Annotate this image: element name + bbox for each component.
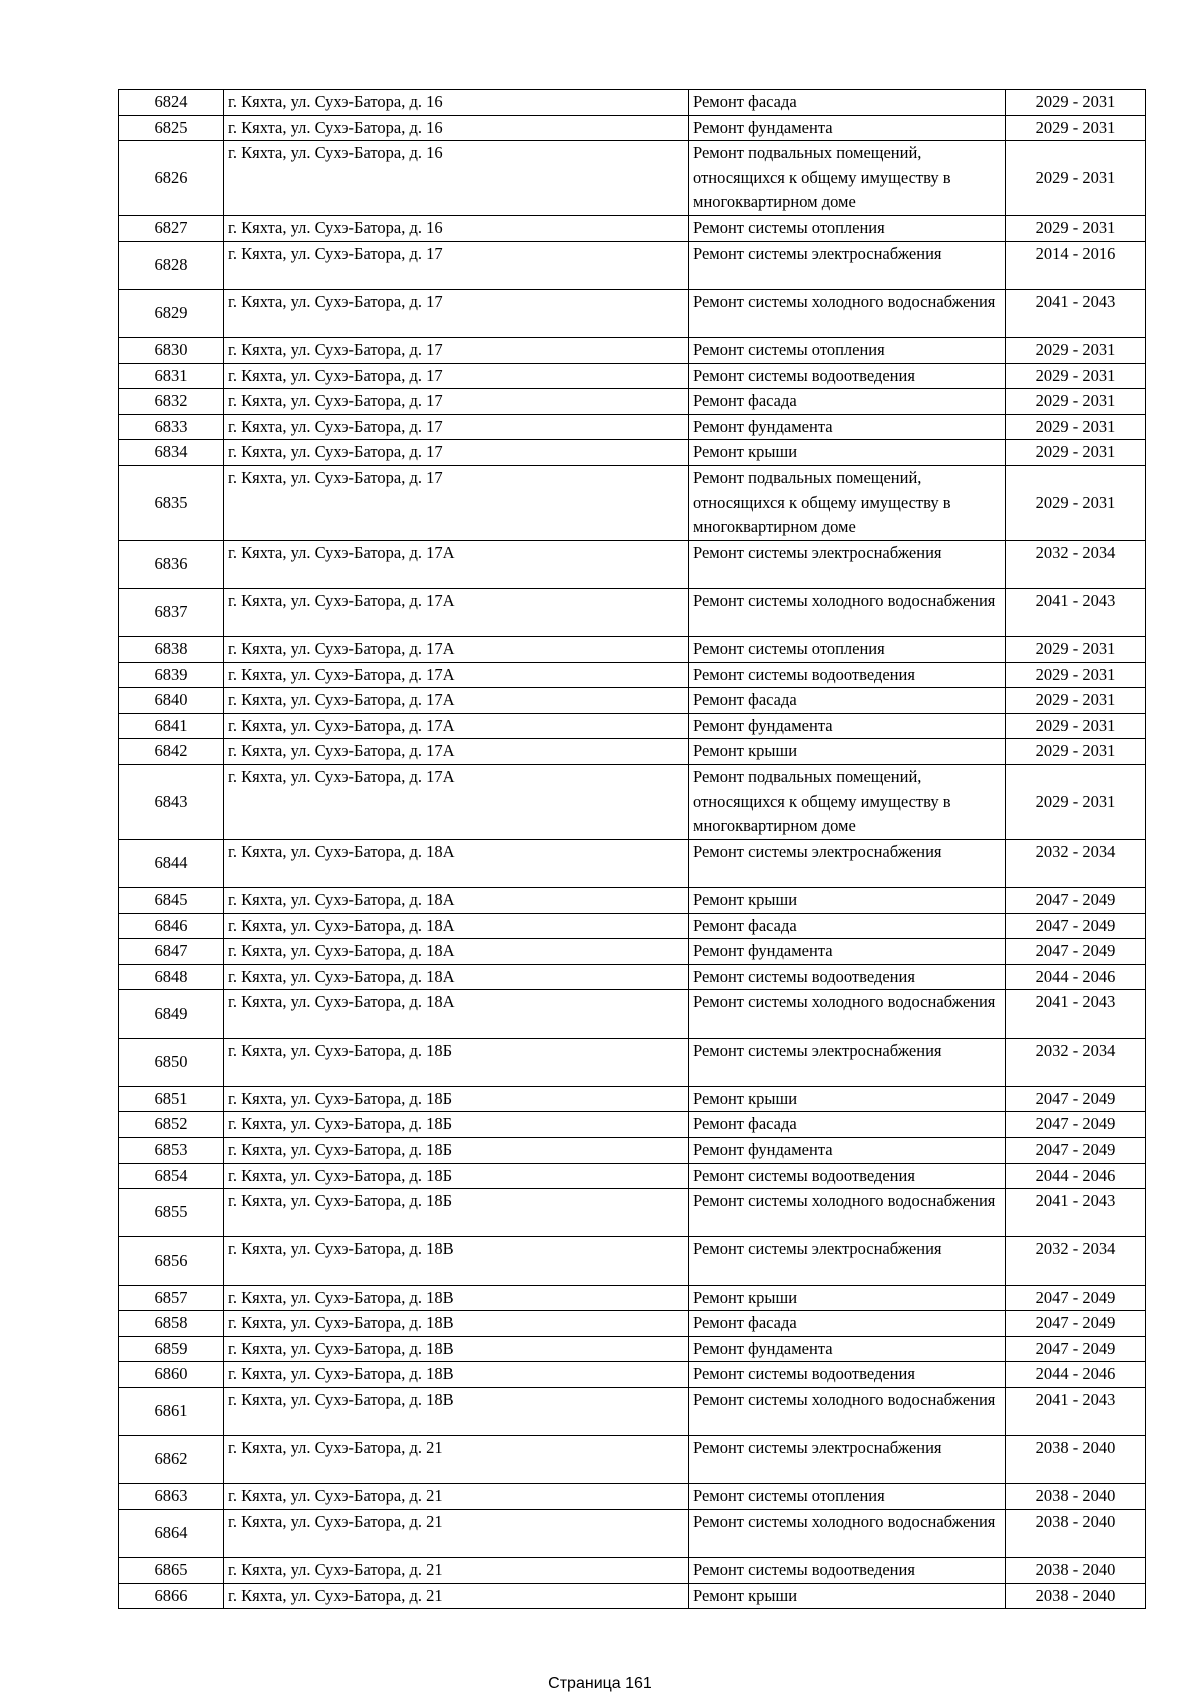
row-period: 2047 - 2049 (1006, 913, 1146, 939)
row-work-type: Ремонт фасада (689, 1112, 1006, 1138)
row-period: 2029 - 2031 (1006, 739, 1146, 765)
row-period: 2038 - 2040 (1006, 1436, 1146, 1484)
row-address: г. Кяхта, ул. Сухэ-Батора, д. 17 (224, 389, 689, 415)
row-number: 6831 (119, 363, 224, 389)
table-row (119, 939, 1146, 965)
row-number: 6851 (119, 1086, 224, 1112)
row-address: г. Кяхта, ул. Сухэ-Батора, д. 18В (224, 1311, 689, 1337)
row-work-type: Ремонт системы холодного водоснабжения (689, 289, 1006, 337)
page-number: Страница 161 (548, 1675, 652, 1692)
row-period: 2041 - 2043 (1006, 289, 1146, 337)
row-number: 6844 (119, 839, 224, 887)
row-work-type: Ремонт системы холодного водоснабжения (689, 1189, 1006, 1237)
row-period: 2047 - 2049 (1006, 1311, 1146, 1337)
row-work-type: Ремонт системы электроснабжения (689, 1436, 1006, 1484)
row-address: г. Кяхта, ул. Сухэ-Батора, д. 18А (224, 913, 689, 939)
table-row (119, 1311, 1146, 1337)
row-address: г. Кяхта, ул. Сухэ-Батора, д. 16 (224, 141, 689, 216)
row-address: г. Кяхта, ул. Сухэ-Батора, д. 16 (224, 215, 689, 241)
row-address: г. Кяхта, ул. Сухэ-Батора, д. 21 (224, 1484, 689, 1510)
row-work-type: Ремонт фундамента (689, 939, 1006, 965)
row-number: 6843 (119, 765, 224, 840)
row-period: 2029 - 2031 (1006, 465, 1146, 540)
row-work-type: Ремонт фасада (689, 389, 1006, 415)
row-work-type: Ремонт фундамента (689, 1137, 1006, 1163)
row-number: 6829 (119, 289, 224, 337)
row-work-type: Ремонт системы водоотведения (689, 964, 1006, 990)
row-period: 2038 - 2040 (1006, 1558, 1146, 1584)
table-row (119, 1163, 1146, 1189)
row-work-type: Ремонт подвальных помещений, относящихся к общему имуществу в многоквартирном доме (689, 465, 1006, 540)
row-address: г. Кяхта, ул. Сухэ-Батора, д. 17 (224, 414, 689, 440)
row-address: г. Кяхта, ул. Сухэ-Батора, д. 17А (224, 739, 689, 765)
row-period: 2029 - 2031 (1006, 215, 1146, 241)
table-row (119, 141, 1146, 216)
table-row (119, 1285, 1146, 1311)
row-address: г. Кяхта, ул. Сухэ-Батора, д. 21 (224, 1436, 689, 1484)
row-period: 2029 - 2031 (1006, 115, 1146, 141)
row-period: 2029 - 2031 (1006, 389, 1146, 415)
row-work-type: Ремонт системы отопления (689, 1484, 1006, 1510)
row-work-type: Ремонт фасада (689, 1311, 1006, 1337)
row-work-type: Ремонт системы водоотведения (689, 1163, 1006, 1189)
row-period: 2029 - 2031 (1006, 90, 1146, 116)
row-work-type: Ремонт системы холодного водоснабжения (689, 588, 1006, 636)
table-row (119, 1484, 1146, 1510)
row-work-type: Ремонт системы отопления (689, 637, 1006, 663)
row-address: г. Кяхта, ул. Сухэ-Батора, д. 17А (224, 588, 689, 636)
row-number: 6839 (119, 662, 224, 688)
table-row (119, 765, 1146, 840)
row-address: г. Кяхта, ул. Сухэ-Батора, д. 16 (224, 90, 689, 116)
row-address: г. Кяхта, ул. Сухэ-Батора, д. 18А (224, 990, 689, 1038)
row-number: 6865 (119, 1558, 224, 1584)
row-number: 6837 (119, 588, 224, 636)
row-address: г. Кяхта, ул. Сухэ-Батора, д. 18А (224, 939, 689, 965)
row-number: 6858 (119, 1311, 224, 1337)
table-row (119, 465, 1146, 540)
row-work-type: Ремонт крыши (689, 440, 1006, 466)
table-row (119, 662, 1146, 688)
row-work-type: Ремонт крыши (689, 1583, 1006, 1609)
table-row (119, 1387, 1146, 1435)
row-period: 2032 - 2034 (1006, 1237, 1146, 1285)
row-number: 6856 (119, 1237, 224, 1285)
row-period: 2038 - 2040 (1006, 1583, 1146, 1609)
row-number: 6842 (119, 739, 224, 765)
table-row (119, 713, 1146, 739)
table-row (119, 739, 1146, 765)
row-number: 6828 (119, 241, 224, 289)
row-address: г. Кяхта, ул. Сухэ-Батора, д. 18В (224, 1237, 689, 1285)
row-number: 6825 (119, 115, 224, 141)
row-period: 2044 - 2046 (1006, 964, 1146, 990)
row-address: г. Кяхта, ул. Сухэ-Батора, д. 21 (224, 1558, 689, 1584)
row-number: 6848 (119, 964, 224, 990)
row-period: 2047 - 2049 (1006, 1137, 1146, 1163)
row-number: 6859 (119, 1336, 224, 1362)
table-row (119, 990, 1146, 1038)
row-number: 6863 (119, 1484, 224, 1510)
row-address: г. Кяхта, ул. Сухэ-Батора, д. 16 (224, 115, 689, 141)
table-row (119, 215, 1146, 241)
row-period: 2029 - 2031 (1006, 363, 1146, 389)
table-row (119, 540, 1146, 588)
row-work-type: Ремонт подвальных помещений, относящихся к общему имуществу в многоквартирном доме (689, 765, 1006, 840)
row-address: г. Кяхта, ул. Сухэ-Батора, д. 17А (224, 540, 689, 588)
table-row (119, 1362, 1146, 1388)
table-row (119, 588, 1146, 636)
row-number: 6834 (119, 440, 224, 466)
row-work-type: Ремонт фундамента (689, 1336, 1006, 1362)
table-row (119, 637, 1146, 663)
row-period: 2038 - 2040 (1006, 1484, 1146, 1510)
row-address: г. Кяхта, ул. Сухэ-Батора, д. 18Б (224, 1038, 689, 1086)
row-work-type: Ремонт фундамента (689, 713, 1006, 739)
row-address: г. Кяхта, ул. Сухэ-Батора, д. 18В (224, 1336, 689, 1362)
table-row (119, 688, 1146, 714)
row-period: 2029 - 2031 (1006, 141, 1146, 216)
row-address: г. Кяхта, ул. Сухэ-Батора, д. 17А (224, 688, 689, 714)
table-row (119, 888, 1146, 914)
row-work-type: Ремонт крыши (689, 1285, 1006, 1311)
row-period: 2041 - 2043 (1006, 1387, 1146, 1435)
table-row (119, 1189, 1146, 1237)
row-period: 2029 - 2031 (1006, 337, 1146, 363)
row-period: 2032 - 2034 (1006, 540, 1146, 588)
table-row (119, 115, 1146, 141)
row-number: 6852 (119, 1112, 224, 1138)
row-number: 6846 (119, 913, 224, 939)
row-address: г. Кяхта, ул. Сухэ-Батора, д. 21 (224, 1583, 689, 1609)
table-row (119, 241, 1146, 289)
row-number: 6832 (119, 389, 224, 415)
table-row (119, 1436, 1146, 1484)
row-address: г. Кяхта, ул. Сухэ-Батора, д. 18Б (224, 1163, 689, 1189)
row-number: 6854 (119, 1163, 224, 1189)
row-address: г. Кяхта, ул. Сухэ-Батора, д. 17А (224, 637, 689, 663)
row-address: г. Кяхта, ул. Сухэ-Батора, д. 18Б (224, 1112, 689, 1138)
row-number: 6866 (119, 1583, 224, 1609)
table-row (119, 1038, 1146, 1086)
table-row (119, 440, 1146, 466)
row-number: 6861 (119, 1387, 224, 1435)
row-number: 6833 (119, 414, 224, 440)
row-work-type: Ремонт фасада (689, 913, 1006, 939)
row-address: г. Кяхта, ул. Сухэ-Батора, д. 18Б (224, 1137, 689, 1163)
row-period: 2032 - 2034 (1006, 1038, 1146, 1086)
table-row (119, 1336, 1146, 1362)
row-work-type: Ремонт системы водоотведения (689, 1362, 1006, 1388)
table-row (119, 363, 1146, 389)
row-work-type: Ремонт фасада (689, 688, 1006, 714)
row-number: 6857 (119, 1285, 224, 1311)
row-period: 2044 - 2046 (1006, 1362, 1146, 1388)
row-number: 6853 (119, 1137, 224, 1163)
table-row (119, 414, 1146, 440)
table-row (119, 289, 1146, 337)
row-work-type: Ремонт системы водоотведения (689, 1558, 1006, 1584)
row-period: 2047 - 2049 (1006, 1336, 1146, 1362)
row-work-type: Ремонт системы электроснабжения (689, 1038, 1006, 1086)
row-work-type: Ремонт системы холодного водоснабжения (689, 990, 1006, 1038)
row-address: г. Кяхта, ул. Сухэ-Батора, д. 18Б (224, 1189, 689, 1237)
table-row (119, 1137, 1146, 1163)
row-period: 2029 - 2031 (1006, 662, 1146, 688)
row-period: 2044 - 2046 (1006, 1163, 1146, 1189)
row-address: г. Кяхта, ул. Сухэ-Батора, д. 18Б (224, 1086, 689, 1112)
table-row (119, 839, 1146, 887)
row-period: 2014 - 2016 (1006, 241, 1146, 289)
row-number: 6849 (119, 990, 224, 1038)
row-work-type: Ремонт подвальных помещений, относящихся к общему имуществу в многоквартирном доме (689, 141, 1006, 216)
row-work-type: Ремонт крыши (689, 739, 1006, 765)
row-period: 2029 - 2031 (1006, 688, 1146, 714)
row-period: 2029 - 2031 (1006, 414, 1146, 440)
row-period: 2047 - 2049 (1006, 939, 1146, 965)
table-row (119, 1509, 1146, 1557)
row-work-type: Ремонт фундамента (689, 115, 1006, 141)
row-period: 2047 - 2049 (1006, 888, 1146, 914)
row-period: 2029 - 2031 (1006, 637, 1146, 663)
row-number: 6824 (119, 90, 224, 116)
row-work-type: Ремонт крыши (689, 888, 1006, 914)
table-row (119, 964, 1146, 990)
row-period: 2032 - 2034 (1006, 839, 1146, 887)
table-row (119, 90, 1146, 116)
row-number: 6840 (119, 688, 224, 714)
row-period: 2041 - 2043 (1006, 588, 1146, 636)
row-number: 6864 (119, 1509, 224, 1557)
table-row (119, 337, 1146, 363)
row-work-type: Ремонт системы отопления (689, 215, 1006, 241)
row-address: г. Кяхта, ул. Сухэ-Батора, д. 17 (224, 241, 689, 289)
row-work-type: Ремонт системы холодного водоснабжения (689, 1387, 1006, 1435)
row-number: 6855 (119, 1189, 224, 1237)
repair-schedule-table (118, 89, 1146, 1609)
row-period: 2029 - 2031 (1006, 713, 1146, 739)
row-number: 6826 (119, 141, 224, 216)
row-period: 2041 - 2043 (1006, 990, 1146, 1038)
row-work-type: Ремонт системы электроснабжения (689, 540, 1006, 588)
row-number: 6838 (119, 637, 224, 663)
row-work-type: Ремонт фасада (689, 90, 1006, 116)
table-row (119, 1237, 1146, 1285)
row-work-type: Ремонт крыши (689, 1086, 1006, 1112)
row-address: г. Кяхта, ул. Сухэ-Батора, д. 21 (224, 1509, 689, 1557)
row-period: 2041 - 2043 (1006, 1189, 1146, 1237)
row-work-type: Ремонт системы электроснабжения (689, 839, 1006, 887)
row-work-type: Ремонт системы электроснабжения (689, 1237, 1006, 1285)
row-work-type: Ремонт системы холодного водоснабжения (689, 1509, 1006, 1557)
table-row (119, 913, 1146, 939)
row-work-type: Ремонт системы водоотведения (689, 363, 1006, 389)
row-address: г. Кяхта, ул. Сухэ-Батора, д. 17 (224, 440, 689, 466)
row-address: г. Кяхта, ул. Сухэ-Батора, д. 17А (224, 662, 689, 688)
row-number: 6836 (119, 540, 224, 588)
row-number: 6827 (119, 215, 224, 241)
table-row (119, 1583, 1146, 1609)
row-number: 6845 (119, 888, 224, 914)
table-row (119, 389, 1146, 415)
row-address: г. Кяхта, ул. Сухэ-Батора, д. 18В (224, 1285, 689, 1311)
row-address: г. Кяхта, ул. Сухэ-Батора, д. 17 (224, 289, 689, 337)
row-work-type: Ремонт системы отопления (689, 337, 1006, 363)
row-address: г. Кяхта, ул. Сухэ-Батора, д. 17 (224, 363, 689, 389)
row-number: 6850 (119, 1038, 224, 1086)
row-address: г. Кяхта, ул. Сухэ-Батора, д. 18А (224, 888, 689, 914)
table-row (119, 1558, 1146, 1584)
row-address: г. Кяхта, ул. Сухэ-Батора, д. 17А (224, 713, 689, 739)
row-address: г. Кяхта, ул. Сухэ-Батора, д. 18А (224, 839, 689, 887)
row-number: 6862 (119, 1436, 224, 1484)
row-number: 6835 (119, 465, 224, 540)
row-address: г. Кяхта, ул. Сухэ-Батора, д. 17 (224, 337, 689, 363)
row-work-type: Ремонт системы электроснабжения (689, 241, 1006, 289)
row-number: 6860 (119, 1362, 224, 1388)
table-body (119, 90, 1146, 1609)
row-period: 2047 - 2049 (1006, 1112, 1146, 1138)
row-address: г. Кяхта, ул. Сухэ-Батора, д. 18В (224, 1387, 689, 1435)
row-number: 6847 (119, 939, 224, 965)
row-period: 2047 - 2049 (1006, 1086, 1146, 1112)
row-address: г. Кяхта, ул. Сухэ-Батора, д. 18В (224, 1362, 689, 1388)
table-row (119, 1086, 1146, 1112)
row-address: г. Кяхта, ул. Сухэ-Батора, д. 17 (224, 465, 689, 540)
row-address: г. Кяхта, ул. Сухэ-Батора, д. 17А (224, 765, 689, 840)
row-period: 2029 - 2031 (1006, 765, 1146, 840)
row-work-type: Ремонт системы водоотведения (689, 662, 1006, 688)
row-period: 2047 - 2049 (1006, 1285, 1146, 1311)
table-row (119, 1112, 1146, 1138)
row-work-type: Ремонт фундамента (689, 414, 1006, 440)
row-number: 6841 (119, 713, 224, 739)
row-address: г. Кяхта, ул. Сухэ-Батора, д. 18А (224, 964, 689, 990)
row-number: 6830 (119, 337, 224, 363)
row-period: 2038 - 2040 (1006, 1509, 1146, 1557)
row-period: 2029 - 2031 (1006, 440, 1146, 466)
